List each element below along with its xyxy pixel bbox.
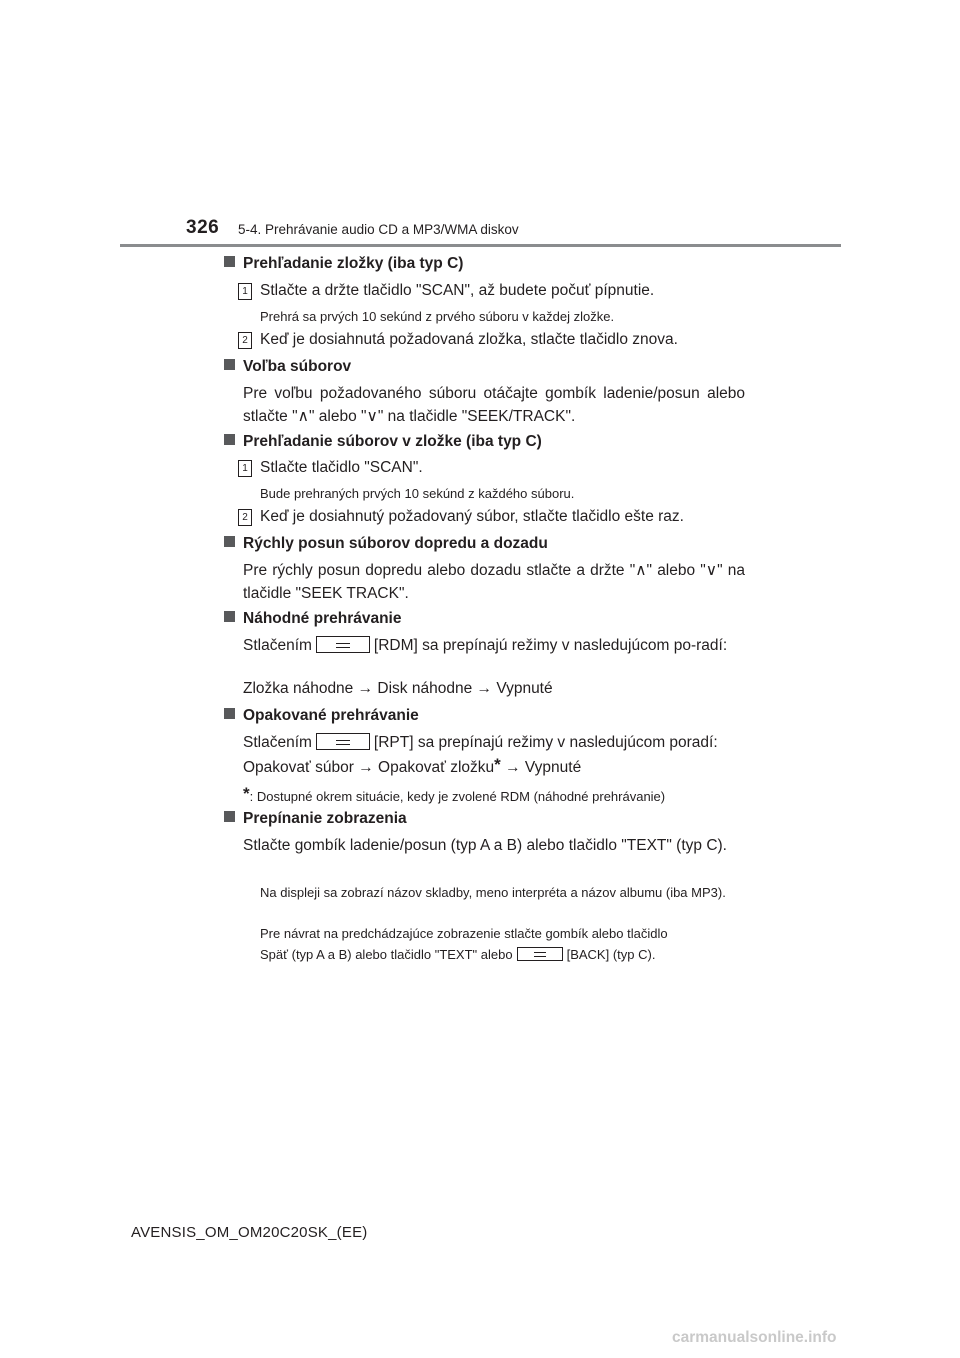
square-bullet-icon [224, 611, 235, 622]
random-sequence: Zložka náhodne → Disk náhodne → Vypnuté [243, 680, 553, 697]
back-button-icon [517, 947, 563, 961]
text-file-select: Pre voľbu požadovaného súboru otáčajte gombík ladenie/posun alebo stlačte "∧" alebo "∨" na tlačidle "SEEK/TRACK". [243, 385, 745, 425]
heading-file-select: Voľba súborov [224, 358, 351, 376]
footer-code: AVENSIS_OM_OM20C20SK_(EE) [131, 1224, 368, 1241]
text-random: Stlačením [RDM] sa prepínajú režimy v nasledujúcom po-radí: [243, 637, 728, 654]
repeat-footnote: *: Dostupné okrem situácie, kedy je zvolené RDM (náhodné prehrávanie) [243, 784, 666, 804]
square-bullet-icon [224, 434, 235, 445]
step-number-box-icon: 1 [238, 283, 252, 300]
step-number-box-icon: 2 [238, 332, 252, 349]
step-number-box-icon: 2 [238, 509, 252, 526]
step-folder-scan-1: 1 Stlačte a držte tlačidlo "SCAN", až budete počuť pípnutie. [238, 282, 654, 300]
step-file-scan-1: 1 Stlačte tlačidlo "SCAN". [238, 459, 423, 477]
heading-file-scan: Prehľadanie súborov v zložke (iba typ C) [224, 433, 542, 451]
step-file-scan-2: 2 Keď je dosiahnutý požadovaný súbor, stlačte tlačidlo ešte raz. [238, 508, 684, 526]
note-folder-scan-1: Prehrá sa prvých 10 sekúnd z prvého súboru v každej zložke. [260, 309, 615, 324]
square-bullet-icon [224, 359, 235, 370]
square-bullet-icon [224, 256, 235, 267]
step-folder-scan-2: 2 Keď je dosiahnutá požadovaná zložka, stlačte tlačidlo znova. [238, 331, 678, 349]
heading-folder-scan: Prehľadanie zložky (iba typ C) [224, 255, 463, 273]
square-bullet-icon [224, 536, 235, 547]
note-display-2: Pre návrat na predchádzajúce zobrazenie stlačte gombík alebo tlačidlo [260, 926, 668, 941]
note-display-2-cont: Späť (typ A a B) alebo tlačidlo "TEXT" alebo [BACK] (typ C). [260, 947, 656, 962]
note-display-1: Na displeji sa zobrazí názov skladby, meno interpréta a názov albumu (iba MP3). [260, 885, 726, 900]
square-bullet-icon [224, 708, 235, 719]
rdm-button-icon [316, 636, 370, 653]
step-number-box-icon: 1 [238, 460, 252, 477]
text-display: Stlačte gombík ladenie/posun (typ A a B) alebo tlačidlo "TEXT" (typ C). [243, 837, 727, 854]
repeat-sequence: Opakovať súbor → Opakovať zložku* → Vypnuté [243, 755, 582, 776]
square-bullet-icon [224, 811, 235, 822]
text-fast-seek: Pre rýchly posun dopredu alebo dozadu stlačte a držte "∧" alebo "∨" na tlačidle "SEEK TRACK". [243, 562, 745, 602]
heading-random: Náhodné prehrávanie [224, 610, 402, 628]
page-number: 326 [186, 217, 220, 238]
text-repeat: Stlačením [RPT] sa prepínajú režimy v nasledujúcom poradí: [243, 734, 718, 751]
heading-repeat: Opakované prehrávanie [224, 707, 419, 725]
rpt-button-icon [316, 733, 370, 750]
running-header: 5-4. Prehrávanie audio CD a MP3/WMA diskov [238, 222, 519, 237]
heading-display: Prepínanie zobrazenia [224, 810, 407, 828]
heading-fast-seek: Rýchly posun súborov dopredu a dozadu [224, 535, 548, 553]
watermark: carmanualsonline.info [672, 1329, 837, 1346]
note-file-scan-1: Bude prehraných prvých 10 sekúnd z každého súboru. [260, 486, 575, 501]
